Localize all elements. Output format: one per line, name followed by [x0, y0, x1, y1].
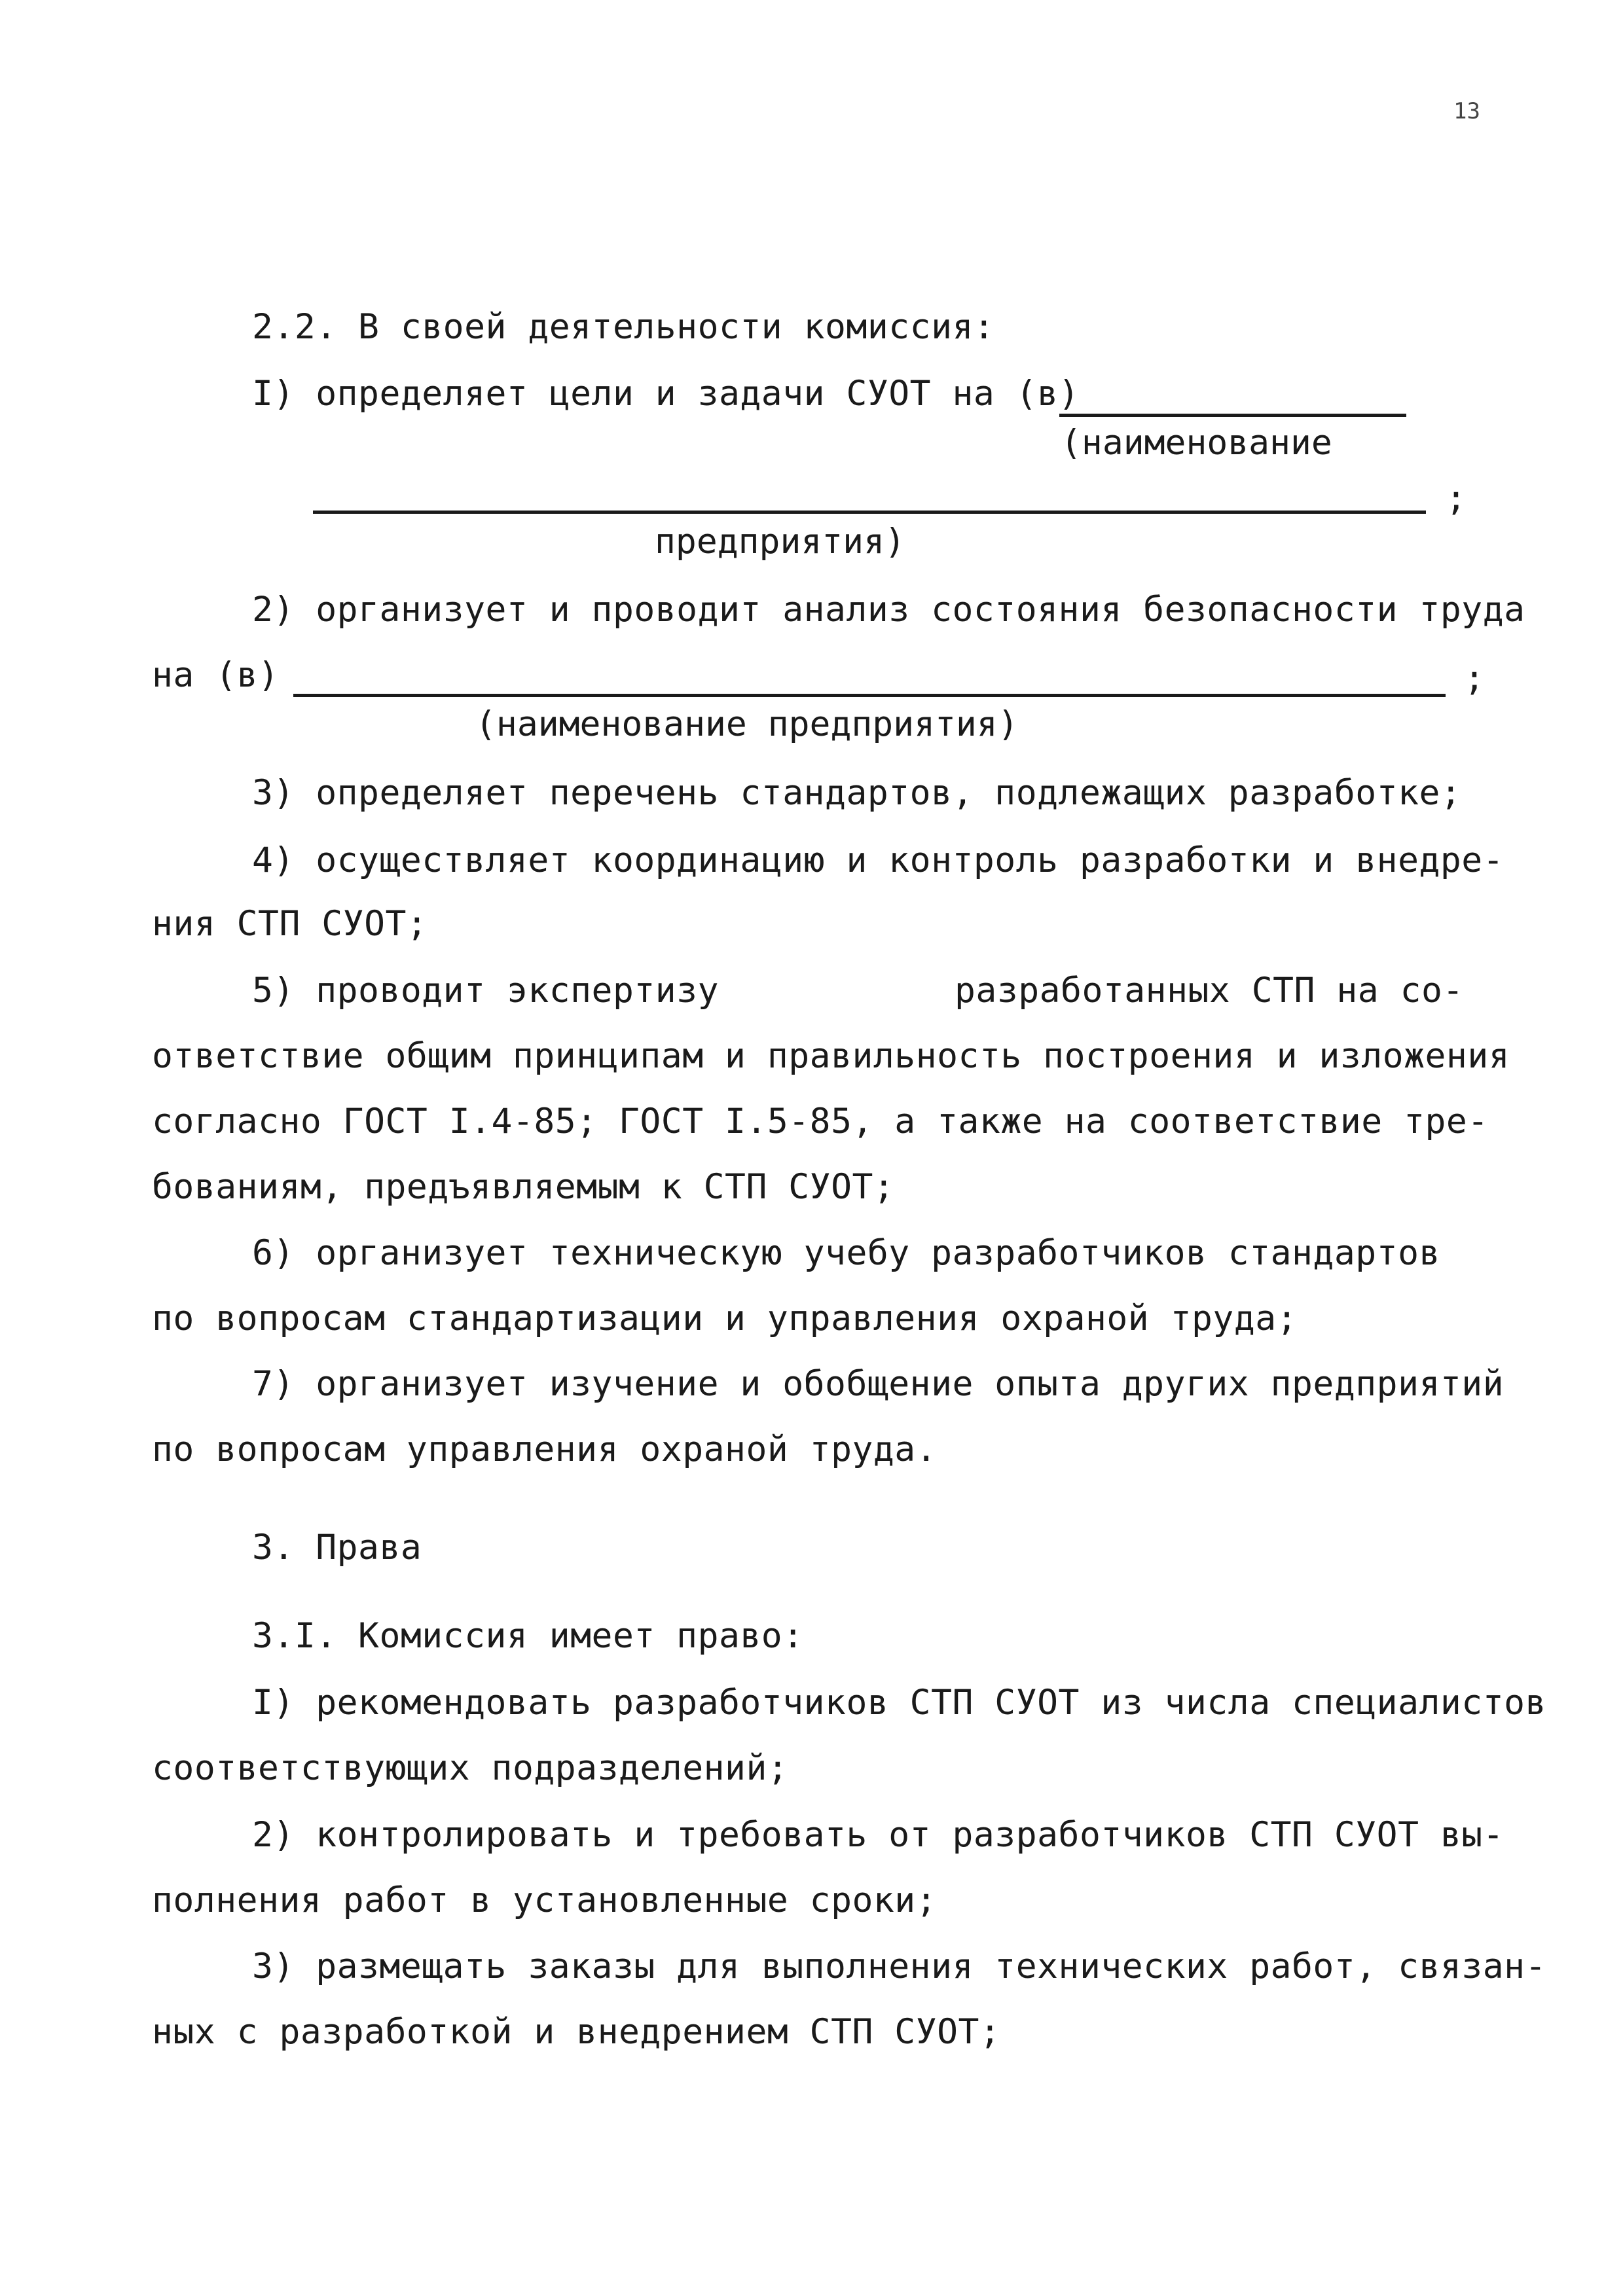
rights-item1-text-cont: соответствующих подразделений;: [152, 1748, 789, 1788]
item1-blank-line-1: [1059, 414, 1406, 417]
item5-text-a: 5) проводит экспертизу: [252, 971, 719, 1011]
item1-blank-line-2: [313, 511, 1426, 514]
item5-text-cont-1: ответствие общим принципам и правильность построения и изложения: [152, 1036, 1510, 1076]
rights-item2-text: 2) контролировать и требовать от разработчиков СТП СУОТ вы-: [252, 1815, 1504, 1855]
item2-caption: (наименование предприятия): [475, 704, 1019, 744]
item4-text: 4) осуществляет координацию и контроль разработки и внедре-: [252, 840, 1504, 880]
rights-item2-text-cont: полнения работ в установленные сроки;: [152, 1880, 938, 1920]
rights-item3-text-cont: ных с разработкой и внедрением СТП СУОТ;: [152, 2012, 1001, 2052]
section-2-2-intro: 2.2. В своей деятельности комиссия:: [252, 307, 995, 347]
rights-item1-text: I) рекомендовать разработчиков СТП СУОТ из числа специалистов: [252, 1683, 1546, 1723]
item1-caption-enterprise: предприятия): [655, 522, 905, 562]
item1-semicolon: ;: [1446, 478, 1467, 518]
item2-text: 2) организует и проводит анализ состояния безопасности труда: [252, 590, 1525, 630]
item5-text-cont-3: бованиям, предъявляемым к СТП СУОТ;: [152, 1167, 895, 1207]
item2-semicolon: ;: [1464, 658, 1486, 698]
item7-text-cont: по вопросам управления охраной труда.: [152, 1429, 938, 1469]
item2-text-start: на (в): [152, 655, 280, 695]
page-number: 13: [1453, 98, 1480, 124]
item5-text-b: разработанных СТП на со-: [955, 971, 1464, 1011]
section-3-heading: 3. Права: [252, 1528, 422, 1568]
item4-text-cont: ния СТП СУОТ;: [152, 904, 428, 944]
item3-text: 3) определяет перечень стандартов, подлежащих разработке;: [252, 773, 1462, 813]
rights-item3-text: 3) размещать заказы для выполнения технических работ, связан-: [252, 1946, 1546, 1986]
item7-text: 7) организует изучение и обобщение опыта других предприятий: [252, 1364, 1504, 1404]
section-3-1-intro: 3.I. Комиссия имеет право:: [252, 1616, 804, 1656]
item5-text-cont-2: согласно ГОСТ I.4-85; ГОСТ I.5-85, а также на соответствие тре-: [152, 1102, 1489, 1141]
item2-blank-line: [293, 694, 1446, 697]
item6-text-cont: по вопросам стандартизации и управления охраной труда;: [152, 1299, 1298, 1338]
item1-text: I) определяет цели и задачи СУОТ на (в): [252, 374, 1080, 414]
item6-text: 6) организует техническую учебу разработчиков стандартов: [252, 1233, 1440, 1273]
item1-caption-name: (наименование: [1061, 423, 1332, 463]
